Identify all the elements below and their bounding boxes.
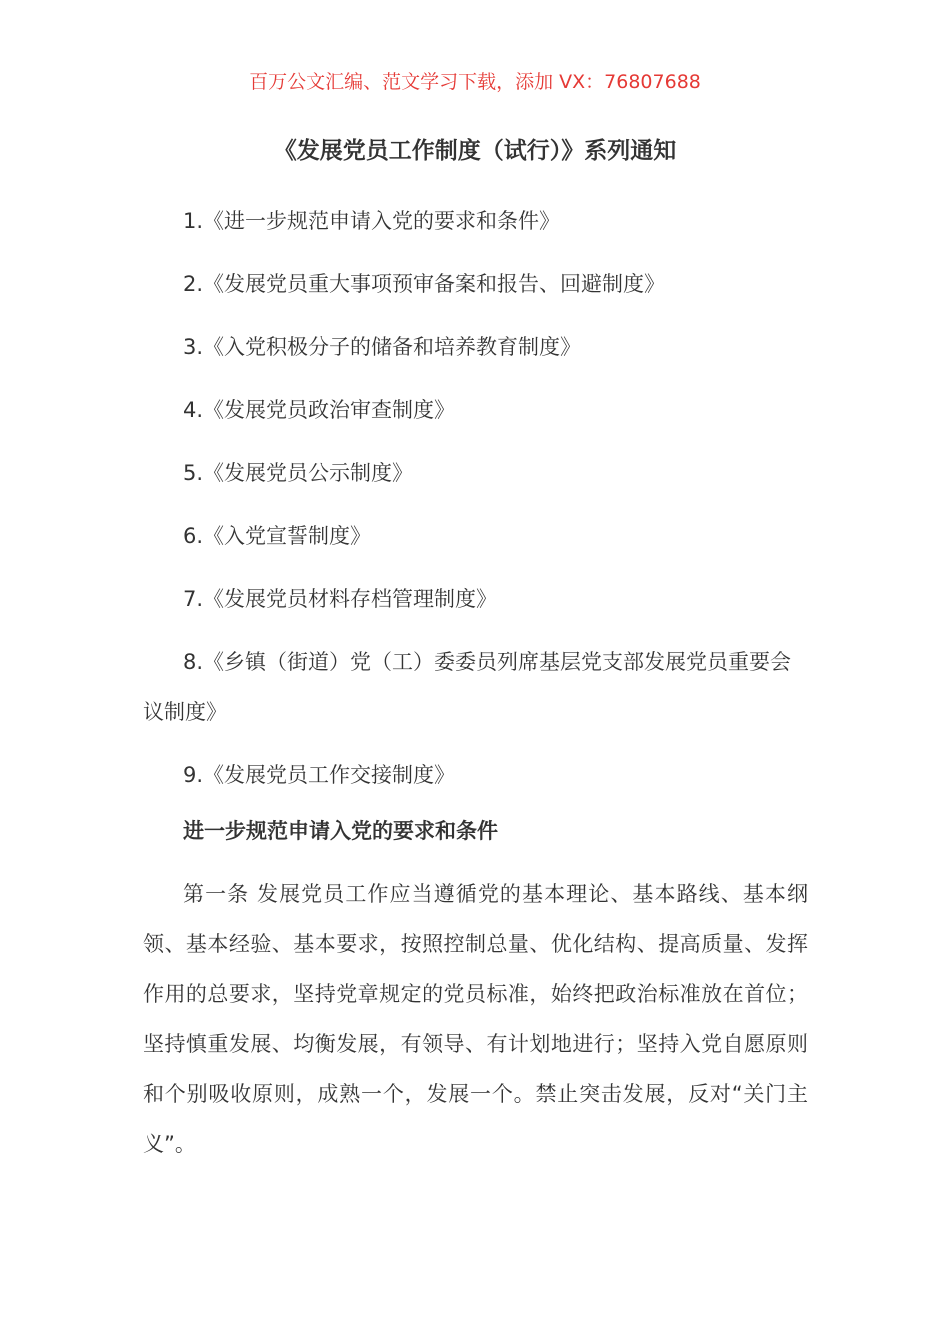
document-title: 《发展党员工作制度（试行）》系列通知 (273, 138, 677, 164)
notice-list-item-3: 3.《入党积极分子的储备和培养教育制度》 (183, 335, 582, 359)
notice-list-item-9: 9.《发展党员工作交接制度》 (183, 763, 456, 787)
notice-list-item-7: 7.《发展党员材料存档管理制度》 (183, 587, 498, 611)
notice-list-item-1: 1.《进一步规范申请入党的要求和条件》 (183, 209, 561, 233)
notice-list-item-2: 2.《发展党员重大事项预审备案和报告、回避制度》 (183, 272, 666, 296)
section-heading: 进一步规范申请入党的要求和条件 (183, 819, 498, 843)
watermark-banner: 百万公文汇编、范文学习下载，添加 VX：76807688 (249, 71, 701, 93)
notice-list-item-5: 5.《发展党员公示制度》 (183, 461, 414, 485)
notice-list (143, 196, 808, 813)
article-paragraph: 第一条 发展党员工作应当遵循党的基本理论、基本路线、基本纲领、基本经验、基本要求，按照控制总量、优化结构、提高质量、发挥作用的总要求，坚持党章规定的党员标准，始终把政治标准放在首位；坚持慎重发展、均衡发展，有领导、有计划地进行；坚持入党自愿原则和个别吸收原则，成熟一个，发展一个。禁止突击发展，反对“关门主义”。 (143, 882, 808, 1156)
notice-list-item-4: 4.《发展党员政治审查制度》 (183, 398, 456, 422)
notice-list-item-6: 6.《入党宣誓制度》 (183, 524, 372, 548)
notice-list-item-8: 8.《乡镇（街道）党（工）委委员列席基层党支部发展党员重要会议制度》 (143, 650, 792, 724)
